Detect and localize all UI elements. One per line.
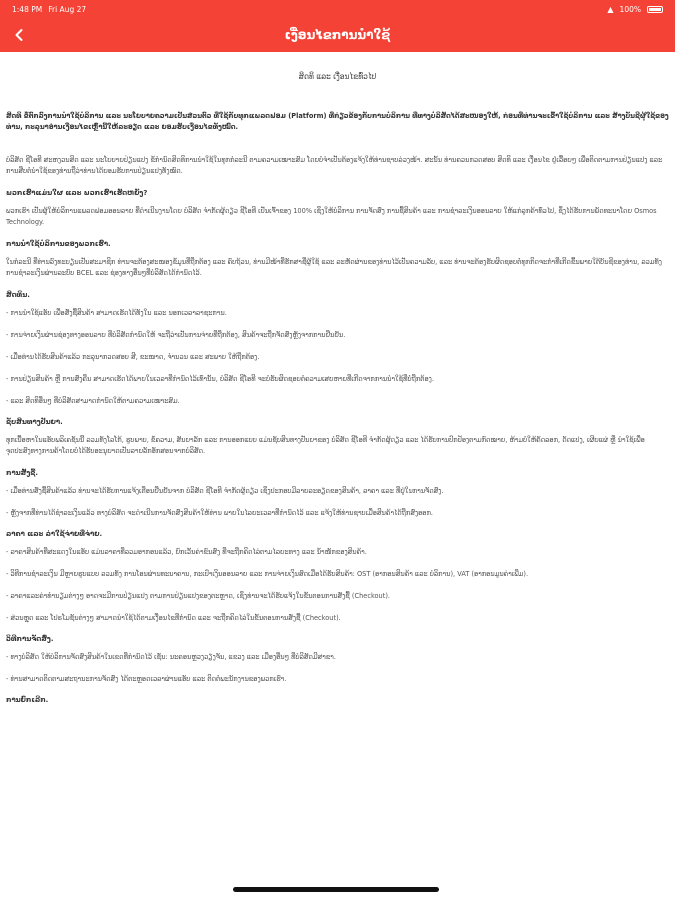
section-heading-orders: ການສັ່ງຊື້. bbox=[6, 469, 39, 477]
list-item: - ລາຄາສິນຄ້າທີ່ສະແດງໃນແອັບ ແມ່ນລາຄາທີ່ລວມອາກອນແລ້ວ, ຍົກເວັ້ນຄ່າຂົນສົ່ງ ທີ່ຈະຖືກຄິດໄລ່ຕາມໄລຍະທາງ ແລະ ນ້ຳໜັກຂອງສິນຄ້າ. bbox=[6, 548, 367, 556]
home-indicator[interactable] bbox=[233, 887, 439, 892]
back-button[interactable] bbox=[6, 22, 32, 48]
status-date: Fri Aug 27 bbox=[48, 4, 87, 14]
list-item: - ແລະ ສິດທິອື່ນໆ ທີ່ບໍລິສັດສາມາດກຳນົດໃຫ້ຕາມຄວາມເໝາະສົມ. bbox=[6, 397, 180, 405]
section-body-usage: ໃນກໍລະນີ ທີ່ທ່ານລົງທະບຽນເປັນສະມາຊິກ ທ່ານຈະຕ້ອງສະໜອງຂໍ້ມູນທີ່ຖືກຕ້ອງ ແລະ ຄົບຖ້ວນ, ທ່ານມີໜ້າທີ່ຮັກສາຊື່ຜູ້ໃຊ້ ແລະ ລະຫັດຜ່ານຂອງທ່ານໄວ້ເປັນຄວາມລັບ, ແລະ ທ່ານຈະຕ້ອງຮັບຜິດຊອບຕໍ່ທຸກກິດຈະກຳທີ່ເກີດຂຶ້ນພາຍໃຕ້ບັນຊີຂອງທ່ານ, ລວມທັງການຊຳລະເງິນຜ່ານລະບົບ BCEL ແລະ ຊ່ອງທາງອື່ນໆທີ່ບໍລິສັດໄດ້ກຳນົດໄວ້. bbox=[6, 258, 662, 277]
wifi-icon: ▲ bbox=[607, 4, 614, 14]
section-heading-cancel: ການຍົກເລີກ. bbox=[6, 696, 49, 704]
section-heading-pricing: ລາຄາ ແລະ ລ່າໃຊ້ຈ່າຍທີ່ຈ່າຍ. bbox=[6, 530, 103, 538]
chevron-left-icon bbox=[12, 28, 26, 42]
section-heading-ip: ຊັບສິນທາງປັນຍາ. bbox=[6, 418, 63, 426]
section-body-ip: ທຸກເນື້ອຫາໃນແອັບພລິເຄຊັນນີ້ ລວມທັງໂລໂກ້, ຮູບພາບ, ຂໍ້ຄວາມ, ສັນຍາລັກ ແລະ ການອອກແບບ ແມ່ນຊັບສິນທາງປັນຍາຂອງ ບໍລິສັດ ຊີໂອທີ ຈຳກັດຜູ້ດຽວ ແລະ ໄດ້ຮັບການປົກປ້ອງຕາມກົດໝາຍ, ຫ້າມບໍ່ໃຫ້ຄັດລອກ, ດັດແປງ, ເຜີຍແຜ່ ຫຼື ນຳໃຊ້ເພື່ອຈຸດປະສົງທາງການຄ້າໂດຍບໍ່ໄດ້ຮັບອະນຸຍາດເປັນລາຍລັກອັກສອນຈາກບໍລິສັດ. bbox=[6, 436, 645, 455]
list-item: - ລາຄາແລະຄ່າທຳນຽມຕ່າງໆ ອາດຈະມີການປ່ຽນແປງ ຕາມການປ່ຽນແປງຂອງຕະຫຼາດ, ເຊິ່ງທ່ານຈະໄດ້ຮັບແຈ້ງໃນຂັ້ນຕອນການສັ່ງຊື້ (Checkout). bbox=[6, 592, 390, 600]
status-time: 1:48 PM bbox=[12, 4, 43, 14]
list-item: - ຫຼັງຈາກທີ່ທ່ານໄດ້ຊຳລະເງິນແລ້ວ ທາງບໍລິສັດ ຈະດຳເນີນການຈັດສົ່ງສິນຄ້າໃຫ້ທ່ານ ພາຍໃນໄລຍະເວລາທີ່ກຳນົດໄວ້ ແລະ ແຈ້ງໃຫ້ທ່ານຊາບເມື່ອສິນຄ້າໄດ້ຖືກສົ່ງອອກ. bbox=[6, 509, 434, 517]
page-title: ເງື່ອນໄຂການນຳໃຊ້ bbox=[284, 28, 391, 42]
list-item: - ທາງບໍລິສັດ ໃຫ້ບໍລິການຈັດສົ່ງສິນຄ້າໃນເຂດທີ່ກຳນົດໄວ້ ເຊັ່ນ: ນະຄອນຫຼວງວຽງຈັນ, ແຂວງ ແລະ ເມືອງອື່ນໆ ທີ່ບໍລິສັດມີສາຂາ. bbox=[6, 653, 336, 661]
battery-percentage: 100% bbox=[619, 4, 641, 14]
section-body-about: ພວກເຮົາ ເປັນຜູ້ໃຫ້ບໍລິການແພລດຟອມອອນລາຍ ທີ່ດຳເນີນງານໂດຍ ບໍລິສັດ ຈຳກັດຜູ້ດຽວ ຊີໂອທີ ເປັນເຈົ້າຂອງ 100% ເຊິ່ງໃຫ້ບໍລິການ ການຈັດສົ່ງ ການຊື້ສິນຄ້າ ແລະ ການຊຳລະເງິນອອນລາຍ ໃຫ້ແກ່ລູກຄ້າທົ່ວໄປ, ຊຶ່ງໄດ້ຮັບການພັດທະນາໂດຍ Osmos Technology. bbox=[6, 207, 657, 226]
list-item: - ວິທີການຊຳລະເງິນ ມີຫຼາຍຮູບແບບ ລວມທັງ ການໂອນຜ່ານທະນາຄານ, ກະເປົາເງິນອອນລາຍ ແລະ ການຈ່າຍເງິນສົດເມື່ອໄດ້ຮັບສິນຄ້າ: OST (ອາກອນສິນຄ້າ ແລະ ບໍລິການ), VAT (ອາກອນມູນຄ່າເພີ່ມ). bbox=[6, 570, 529, 578]
section-heading-rights: ສິດທິນ. bbox=[6, 291, 30, 299]
list-item: - ເມື່ອທ່ານສັ່ງຊື້ສິນຄ້າແລ້ວ ທ່ານຈະໄດ້ຮັບການແຈ້ງເຕືອນຢືນຢັນຈາກ ບໍລິສັດ ຊີໂອທີ ຈຳກັດຜູ້ດຽວ ເຊິ່ງປະກອບມີລາຍລະອຽດຂອງສິນຄ້າ, ລາຄາ ແລະ ທີ່ຢູ່ໃນການຈັດສົ່ງ. bbox=[6, 487, 444, 495]
terms-document[interactable] bbox=[0, 52, 675, 892]
list-item: - ສ່ວນຫຼຸດ ແລະ ໂປຣໂມຊັນຕ່າງໆ ສາມາດນຳໃຊ້ໄດ້ຕາມເງື່ອນໄຂທີ່ກຳນົດ ແລະ ຈະຖືກຄິດໄລ່ໃນຂັ້ນຕອນການສັ່ງຊື້ (Checkout). bbox=[6, 614, 341, 622]
list-item: - ການປ່ຽນສິນຄ້າ ຫຼື ການສົ່ງຄືນ ສາມາດເຮັດໄດ້ພາຍໃນເວລາທີ່ກຳນົດໄວ້ເທົ່ານັ້ນ, ບໍລິສັດ ຊີໂອທີ ຈະບໍ່ຮັບຜິດຊອບຕໍ່ຄວາມເສຍຫາຍທີ່ເກີດຈາກການນຳໃຊ້ທີ່ບໍ່ຖືກຕ້ອງ. bbox=[6, 375, 434, 383]
list-item: - ທ່ານສາມາດຕິດຕາມສະຖານະການຈັດສົ່ງ ໄດ້ຕະຫຼອດເວລາຜ່ານແອັບ ແລະ ຕິດຕໍ່ພະນັກງານຂອງພວກເຮົາ. bbox=[6, 675, 287, 683]
list-item: - ການນຳໃຊ້ແອັບ ເພື່ອສັ່ງຊື້ສິນຄ້າ ສາມາດເຮັດໄດ້ທັງໃນ ແລະ ນອກເວລາລາຊະການ. bbox=[6, 309, 227, 317]
lead-paragraph: ສິດທິ ຂໍ້ຕົກລົງການນຳໃຊ້ບໍລິການ ແລະ ນະໂຍບາຍຄວາມເປັນສ່ວນຕົວ ທີ່ໃຊ້ກັບທຸກແພລດຟອມ (Platform) ທີ່ກ່ຽວຂ້ອງກັບການບໍລິການ ທີ່ທາງບໍລິສັດໄດ້ສະໜອງໃຫ້, ກ່ອນທີ່ທ່ານຈະເຂົ້າໃຊ້ບໍລິການ ແລະ ສ້າງບັນຊີຜູ້ໃຊ້ຂອງທ່ານ, ກະລຸນາອ່ານເງື່ອນໄຂເຫຼົ່ານີ້ໃຫ້ລະອຽດ ແລະ ຍອມຮັບເງື່ອນໄຂທັງໝົດ. bbox=[6, 112, 669, 131]
status-bar bbox=[0, 0, 675, 18]
battery-icon bbox=[647, 6, 663, 13]
section-heading-about: ພວກເຮົາແມ່ນໃຜ ແລະ ພວກເຮົາເຮັດຫຍັງ? bbox=[6, 189, 148, 197]
app-bar bbox=[0, 18, 675, 52]
section-heading-delivery: ວິທີການຈັດສົ່ງ. bbox=[6, 635, 54, 643]
list-item: - ການຈ່າຍເງິນຜ່ານຊ່ອງທາງອອນລາຍ ທີ່ບໍລິສັດກຳນົດໃຫ້ ຈະຖືວ່າເປັນການຈ່າຍທີ່ຖືກຕ້ອງ, ສິນຄ້າຈະຖືກຈັດສົ່ງຫຼັງຈາກການຢືນຢັນ. bbox=[6, 331, 346, 339]
section-heading-usage: ການນຳໃຊ້ບໍລິການຂອງພວກເຮົາ. bbox=[6, 240, 111, 248]
document-title: ສິດທິ ແລະ ເງື່ອນໄຂທົ່ວໄປ bbox=[298, 72, 377, 81]
intro-paragraph: ບໍລິສັດ ຊີໂອທີ ສະຫງວນສິດ ແລະ ນະໂຍບາຍປ່ຽນແປງ ຂໍ້ກຳນົດສິດທິການນຳໃຊ້ໃນທຸກກໍລະນີ ຕາມຄວາມເໝາະສົມ ໂດຍບໍ່ຈຳເປັນຕ້ອງແຈ້ງໃຫ້ທ່ານຊາບລ່ວງໜ້າ. ສະນັ້ນ ທ່ານຄວນກວດສອບ ສິດທິ ແລະ ເງື່ອນໄຂ ຢູ່ເລື້ອຍໆ ເພື່ອຕິດຕາມການປ່ຽນແປງ ແລະ ການສືບຕໍ່ນຳໃຊ້ຂອງທ່ານຖືວ່າທ່ານໄດ້ຍອມຮັບການປ່ຽນແປງທັງໝົດ. bbox=[6, 156, 663, 175]
list-item: - ເມື່ອທ່ານໄດ້ຮັບສິນຄ້າແລ້ວ ກະລຸນາກວດສອບ ສີ, ຂະໜາດ, ຈຳນວນ ແລະ ສະພາບ ໃຫ້ຖືກຕ້ອງ. bbox=[6, 353, 260, 361]
